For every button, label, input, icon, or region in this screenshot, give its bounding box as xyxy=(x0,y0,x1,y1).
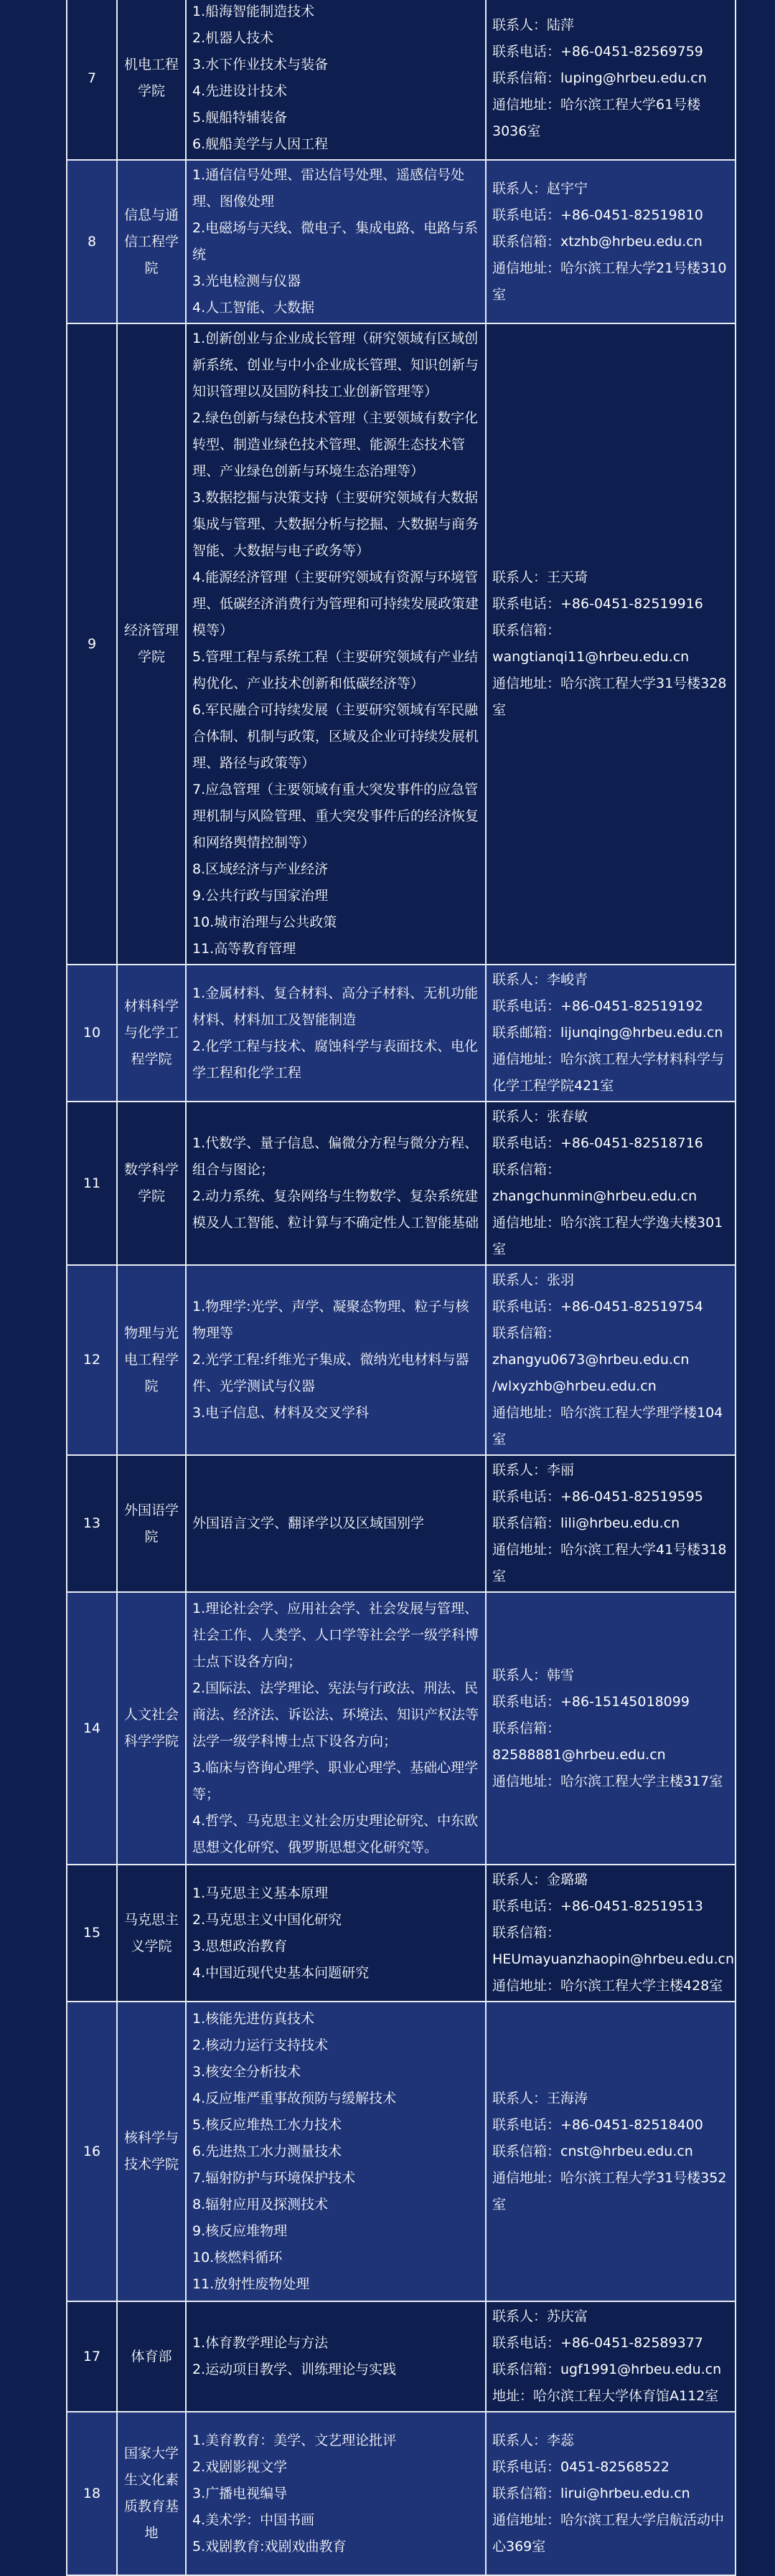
college-name: 外国语学院 xyxy=(117,1455,186,1592)
research-direction-item: 3.水下作业技术与装备 xyxy=(192,57,329,72)
contact-line: 联系电话：+86-0451-82589377 xyxy=(492,2335,703,2351)
research-directions-cell xyxy=(186,1102,486,1265)
contact-line: 联系电话：+86-0451-82519192 xyxy=(492,998,703,1014)
row-number: 9 xyxy=(67,323,117,965)
contact-line: 联系信箱：lili@hrbeu.edu.cn xyxy=(492,1515,680,1531)
research-directions-cell xyxy=(186,323,486,965)
research-direction-item: 6.军民融合可持续发展（主要研究领域有军民融合体制、机制与政策，区域及企业可持续发展机理、路径与政策等） xyxy=(192,702,479,771)
contact-info-cell xyxy=(486,1865,736,2002)
contact-line: 联系信箱：cnst@hrbeu.edu.cn xyxy=(492,2143,693,2159)
contact-line: 联系电话：+86-0451-82519916 xyxy=(492,596,703,612)
research-direction-item: 9.公共行政与国家治理 xyxy=(192,888,329,904)
research-direction-item: 1.金属材料、复合材料、高分子材料、无机功能材料、材料加工及智能制造 xyxy=(192,985,479,1028)
contact-line: 联系信箱：lirui@hrbeu.edu.cn xyxy=(492,2485,690,2501)
research-directions-cell xyxy=(186,0,486,160)
contact-info-cell xyxy=(486,1455,736,1592)
contact-line: 联系电话：+86-0451-82519754 xyxy=(492,1299,703,1315)
research-direction-item: 3.思想政治教育 xyxy=(192,1938,288,1954)
college-name: 体育部 xyxy=(117,2301,186,2412)
college-name: 数学科学学院 xyxy=(117,1102,186,1265)
contact-line: 联系人：韩雪 xyxy=(492,1667,575,1683)
research-directions-cell xyxy=(186,1865,486,2002)
research-direction-item: 1.创新创业与企业成长管理（研究领域有区域创新系统、创业与中小企业成长管理、知识创新与知识管理以及国防科技工业创新管理等） xyxy=(192,331,479,399)
research-direction-item: 1.代数学、量子信息、偏微分方程与微分方程、组合与图论； xyxy=(192,1135,479,1178)
contact-line: 联系电话：+86-0451-82519595 xyxy=(492,1489,703,1505)
table-row xyxy=(67,323,736,965)
college-name: 核科学与技术学院 xyxy=(117,2002,186,2301)
research-direction-item: 4.美术学：中国书画 xyxy=(192,2511,315,2528)
research-direction-item: 10.核燃料循环 xyxy=(192,2249,283,2265)
contact-line: 联系人：张春敏 xyxy=(492,1109,588,1124)
contact-line: 联系人：赵宇宁 xyxy=(492,180,588,196)
research-direction-item: 1.马克思主义基本原理 xyxy=(192,1885,329,1901)
row-number: 12 xyxy=(67,1265,117,1455)
contact-line: 通信地址：哈尔滨工程大学启航活动中心369室 xyxy=(492,2511,725,2554)
research-direction-item: 外国语言文学、翻译学以及区域国别学 xyxy=(192,1515,425,1531)
research-direction-item: 2.动力系统、复杂网络与生物数学、复杂系统建模及人工智能、粒计算与不确定性人工智能基础 xyxy=(192,1188,479,1231)
research-direction-item: 2.国际法、法学理论、宪法与行政法、刑法、民商法、经济法、诉讼法、环境法、知识产权法等法学一级学科博士点下设各方向； xyxy=(192,1680,479,1749)
research-direction-item: 9.核反应堆物理 xyxy=(192,2222,288,2239)
table-row xyxy=(67,0,736,160)
research-direction-item: 4.能源经济管理（主要研究领域有资源与环境管理、低碳经济消费行为管理和可持续发展政策建模等） xyxy=(192,569,479,638)
college-name: 人文社会科学学院 xyxy=(117,1592,186,1865)
research-direction-item: 3.电子信息、材料及交叉学科 xyxy=(192,1405,370,1421)
table-row xyxy=(67,1455,736,1592)
contact-line: 联系人：王天琦 xyxy=(492,569,588,585)
contact-info-cell xyxy=(486,2412,736,2575)
contact-line: 联系电话：+86-0451-82518716 xyxy=(492,1135,703,1151)
row-number: 15 xyxy=(67,1865,117,2002)
research-direction-item: 1.物理学:光学、声学、凝聚态物理、粒子与核物理等 xyxy=(192,1299,469,1341)
contact-line: 通信地址：哈尔滨工程大学理学楼104室 xyxy=(492,1405,723,1447)
research-direction-item: 2.机器人技术 xyxy=(192,30,274,46)
contact-line: 联系信箱：wangtianqi11@hrbeu.edu.cn xyxy=(492,622,690,665)
contact-line: 联系电话：+86-0451-82518400 xyxy=(492,2116,703,2133)
contact-line: 通信地址：哈尔滨工程大学主楼428室 xyxy=(492,1978,723,1994)
research-direction-item: 3.临床与咨询心理学、职业心理学、基础心理学等； xyxy=(192,1760,479,1802)
research-direction-item: 4.哲学、马克思主义社会历史理论研究、中东欧思想文化研究、俄罗斯思想文化研究等。 xyxy=(192,1813,479,1855)
research-direction-item: 3.光电检测与仪器 xyxy=(192,273,301,289)
research-direction-item: 11.高等教育管理 xyxy=(192,941,296,957)
table-row xyxy=(67,965,736,1102)
contact-line: 联系人：陆萍 xyxy=(492,16,575,33)
table-row xyxy=(67,1102,736,1265)
contact-line: 联系电话：+86-0451-82569759 xyxy=(492,43,703,60)
table-row xyxy=(67,160,736,323)
contact-line: 通信地址：哈尔滨工程大学31号楼352室 xyxy=(492,2169,727,2212)
contact-line: 通信地址：哈尔滨工程大学主楼317室 xyxy=(492,1773,723,1789)
contact-line: 通信地址：哈尔滨工程大学41号楼318室 xyxy=(492,1542,727,1584)
table-row xyxy=(67,2301,736,2412)
table-body xyxy=(67,0,736,2575)
table-row xyxy=(67,1865,736,2002)
research-direction-item: 1.美育教育：美学、文艺理论批评 xyxy=(192,2432,397,2448)
college-name: 材料科学与化学工程学院 xyxy=(117,965,186,1102)
contact-info-cell xyxy=(486,1265,736,1455)
research-direction-item: 10.城市治理与公共政策 xyxy=(192,914,337,930)
table-row xyxy=(67,1265,736,1455)
contact-line: 联系电话：+86-0451-82519810 xyxy=(492,207,703,223)
row-number: 7 xyxy=(67,0,117,160)
research-directions-cell xyxy=(186,2301,486,2412)
research-direction-item: 3.核安全分析技术 xyxy=(192,2063,301,2080)
college-name: 经济管理学院 xyxy=(117,323,186,965)
contact-line: 联系人：王海涛 xyxy=(492,2090,588,2106)
contact-line: 联系人：金璐璐 xyxy=(492,1872,588,1888)
research-direction-item: 2.化学工程与技术、腐蚀科学与表面技术、电化学工程和化学工程 xyxy=(192,1038,479,1081)
research-direction-item: 2.核动力运行支持技术 xyxy=(192,2037,329,2053)
research-direction-item: 1.船海智能制造技术 xyxy=(192,4,315,19)
contact-line: 联系人：李蕊 xyxy=(492,2432,575,2448)
row-number: 17 xyxy=(67,2301,117,2412)
research-direction-item: 2.运动项目教学、训练理论与实践 xyxy=(192,2362,397,2377)
research-direction-item: 5.核反应堆热工水力技术 xyxy=(192,2116,342,2133)
contact-line: 联系信箱：zhangyu0673@hrbeu.edu.cn /wlxyzhb@hrbeu.edu.cn xyxy=(492,1325,690,1394)
contact-line: 联系信箱：xtzhb@hrbeu.edu.cn xyxy=(492,233,703,250)
table-row xyxy=(67,2412,736,2575)
contact-info-cell xyxy=(486,2301,736,2412)
research-direction-item: 5.管理工程与系统工程（主要研究领域有产业结构优化、产业技术创新和低碳经济等） xyxy=(192,649,479,691)
research-direction-item: 11.放射性废物处理 xyxy=(192,2276,310,2292)
research-direction-item: 2.绿色创新与绿色技术管理（主要领域有数字化转型、制造业绿色技术管理、能源生态技术管理、产业绿色创新与环境生态治理等） xyxy=(192,410,479,479)
table-row xyxy=(67,2002,736,2301)
contact-line: 联系电话：+86-0451-82519513 xyxy=(492,1898,703,1914)
row-number: 16 xyxy=(67,2002,117,2301)
row-number: 11 xyxy=(67,1102,117,1265)
contact-line: 联系电话：0451-82568522 xyxy=(492,2458,670,2475)
contact-info-cell xyxy=(486,2002,736,2301)
research-directions-cell xyxy=(186,1265,486,1455)
recruitment-table xyxy=(66,0,736,2576)
research-direction-item: 4.反应堆严重事故预防与缓解技术 xyxy=(192,2090,397,2106)
contact-line: 通信地址：哈尔滨工程大学逸夫楼301室 xyxy=(492,1215,723,1257)
research-direction-item: 5.戏剧教育:戏剧戏曲教育 xyxy=(192,2538,347,2554)
research-direction-item: 5.舰船特辅装备 xyxy=(192,110,288,126)
row-number: 10 xyxy=(67,965,117,1102)
row-number: 14 xyxy=(67,1592,117,1865)
row-number: 18 xyxy=(67,2412,117,2575)
research-direction-item: 3.广播电视编导 xyxy=(192,2485,288,2501)
research-direction-item: 7.辐射防护与环境保护技术 xyxy=(192,2169,356,2186)
contact-line: 联系信箱：HEUmayuanzhaopin@hrbeu.edu.cn xyxy=(492,1925,734,1967)
college-name: 物理与光电工程学院 xyxy=(117,1265,186,1455)
research-direction-item: 2.电磁场与天线、微电子、集成电路、电路与系统 xyxy=(192,220,479,262)
contact-info-cell xyxy=(486,0,736,160)
college-name: 机电工程学院 xyxy=(117,0,186,160)
contact-line: 联系信箱：ugf1991@hrbeu.edu.cn xyxy=(492,2362,722,2377)
college-name: 国家大学生文化素质教育基地 xyxy=(117,2412,186,2575)
contact-line: 联系信箱：luping@hrbeu.edu.cn xyxy=(492,70,707,86)
contact-line: 联系邮箱：lijunqing@hrbeu.edu.cn xyxy=(492,1025,723,1041)
contact-line: 通信地址：哈尔滨工程大学31号楼328室 xyxy=(492,676,727,718)
college-name: 马克思主义学院 xyxy=(117,1865,186,2002)
table-row xyxy=(67,1592,736,1865)
contact-line: 联系信箱：82588881@hrbeu.edu.cn xyxy=(492,1720,666,1763)
research-directions-cell xyxy=(186,1592,486,1865)
row-number: 13 xyxy=(67,1455,117,1592)
contact-line: 通信地址：哈尔滨工程大学材料科学与化学工程学院421室 xyxy=(492,1051,725,1094)
research-direction-item: 8.区域经济与产业经济 xyxy=(192,861,329,877)
row-number: 8 xyxy=(67,160,117,323)
contact-line: 联系人：苏庆富 xyxy=(492,2309,588,2324)
contact-line: 联系信箱：zhangchunmin@hrbeu.edu.cn xyxy=(492,1162,698,1204)
research-directions-cell xyxy=(186,2002,486,2301)
research-direction-item: 1.理论社会学、应用社会学、社会发展与管理、社会工作、人类学、人口学等社会学一级学科博士点下设各方向； xyxy=(192,1601,479,1670)
research-direction-item: 2.马克思主义中国化研究 xyxy=(192,1911,342,1928)
contact-line: 通信地址：哈尔滨工程大学61号楼3036室 xyxy=(492,96,701,139)
research-direction-item: 4.中国近现代史基本问题研究 xyxy=(192,1964,370,1981)
research-directions-cell xyxy=(186,2412,486,2575)
contact-line: 联系人：李丽 xyxy=(492,1462,575,1478)
contact-info-cell xyxy=(486,1592,736,1865)
contact-line: 联系电话：+86-15145018099 xyxy=(492,1693,690,1710)
contact-line: 通信地址：哈尔滨工程大学21号楼310室 xyxy=(492,260,727,303)
research-direction-item: 6.先进热工水力测量技术 xyxy=(192,2143,342,2159)
college-name: 信息与通信工程学院 xyxy=(117,160,186,323)
research-direction-item: 8.辐射应用及探测技术 xyxy=(192,2196,329,2212)
research-direction-item: 4.先进设计技术 xyxy=(192,83,288,99)
research-direction-item: 7.应急管理（主要领域有重大突发事件的应急管理机制与风险管理、重大突发事件后的经济恢复和网络舆情控制等） xyxy=(192,782,479,851)
contact-info-cell xyxy=(486,965,736,1102)
research-directions-cell xyxy=(186,160,486,323)
research-direction-item: 1.体育教学理论与方法 xyxy=(192,2335,329,2351)
research-direction-item: 2.光学工程:纤维光子集成、微纳光电材料与器件、光学测试与仪器 xyxy=(192,1352,469,1394)
contact-line: 地址：哈尔滨工程大学体育馆A112室 xyxy=(492,2388,719,2404)
research-directions-cell xyxy=(186,1455,486,1592)
contact-info-cell xyxy=(486,1102,736,1265)
research-direction-item: 2.戏剧影视文学 xyxy=(192,2458,288,2475)
contact-line: 联系人：李峻青 xyxy=(492,972,588,988)
research-direction-item: 6.舰船美学与人因工程 xyxy=(192,136,329,152)
research-direction-item: 1.核能先进仿真技术 xyxy=(192,2010,315,2027)
contact-line: 联系人：张羽 xyxy=(492,1272,575,1288)
research-direction-item: 1.通信信号处理、雷达信号处理、遥感信号处理、图像处理 xyxy=(192,167,465,209)
contact-info-cell xyxy=(486,160,736,323)
research-directions-cell xyxy=(186,965,486,1102)
research-direction-item: 3.数据挖掘与决策支持（主要研究领域有大数据集成与管理、大数据分析与挖掘、大数据与商务智能、大数据与电子政务等） xyxy=(192,490,479,559)
research-direction-item: 4.人工智能、大数据 xyxy=(192,300,315,316)
contact-info-cell xyxy=(486,323,736,965)
